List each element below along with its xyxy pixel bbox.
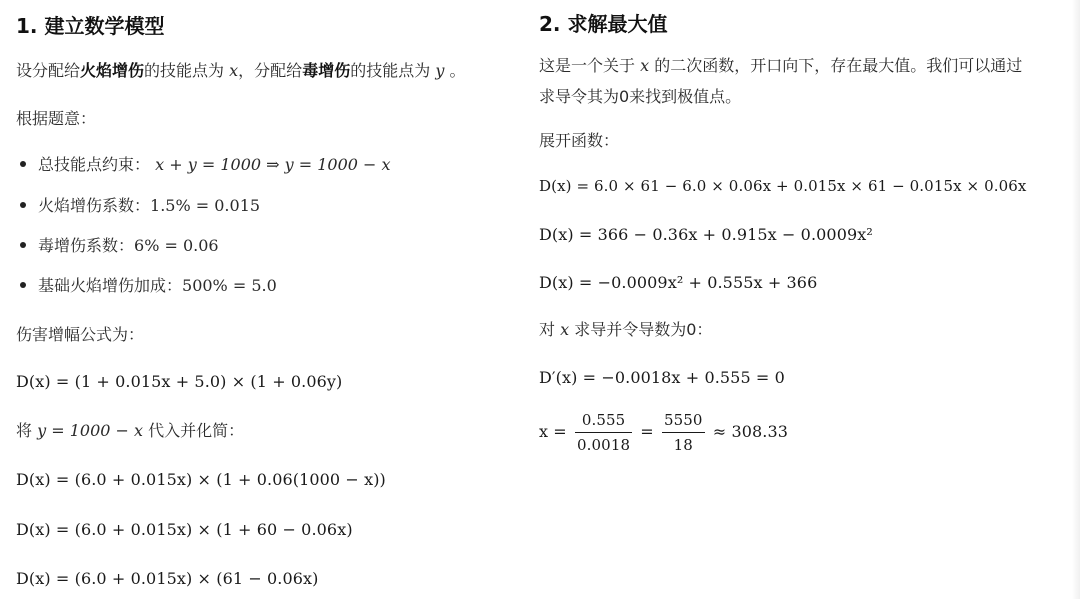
subst-text-2: 代入并化简： (148, 421, 245, 440)
right-column (530, 0, 1080, 599)
bullet-item-poison (20, 236, 219, 256)
deriv-text-2: 求导并令导数为0： (574, 320, 713, 339)
derivative-intro (539, 320, 712, 340)
bullet-item-base (20, 276, 277, 296)
right-intro-text-2: 的二次函数，开口向下，存在最大值。我们可以通过 (654, 56, 1023, 75)
bullet-label: 基础火焰增伤加成： (38, 276, 183, 295)
bullet-math: x + y = 1000 ⇒ y = 1000 − x (155, 155, 391, 174)
section-heading-solve: 2. 求解最大值 (539, 12, 668, 36)
bullet-math: 6% = 0.06 (134, 236, 219, 255)
equation-damage-4: D(x) = (6.0 + 0.015x) × (61 − 0.06x) (16, 569, 319, 588)
bullet-dot (20, 282, 26, 288)
subst-math: y = 1000 − x (37, 421, 144, 440)
section-heading-model: 1. 建立数学模型 (16, 14, 165, 38)
intro-text-5: 。 (449, 61, 466, 80)
right-intro-line-2: 求导令其为0来找到极值点。 (539, 87, 742, 106)
intro-bold-fire: 火焰增伤 (80, 61, 145, 80)
intro-paragraph (16, 61, 465, 81)
solution-rhs: ≈ 308.33 (712, 422, 789, 441)
bullet-item-total (20, 155, 391, 175)
fraction-denominator: 18 (662, 432, 705, 454)
solution-fraction-1 (575, 411, 632, 454)
intro-text-1: 设分配给 (16, 61, 81, 80)
left-column (0, 0, 530, 599)
equation-damage-1: D(x) = (1 + 0.015x + 5.0) × (1 + 0.06y) (16, 372, 343, 391)
equation-expand-1: D(x) = 6.0 × 61 − 6.0 × 0.06x + 0.015x × 61 − 0.015x × 0.06x (539, 177, 1027, 195)
bullet-item-fire (20, 196, 260, 216)
bullet-label: 火焰增伤系数： (38, 196, 151, 215)
intro-text-4: 的技能点为 (350, 61, 431, 80)
bullet-dot (20, 161, 26, 167)
equation-damage-2: D(x) = (6.0 + 0.015x) × (1 + 0.06(1000 − x)) (16, 470, 386, 489)
equation-damage-3: D(x) = (6.0 + 0.015x) × (1 + 60 − 0.06x) (16, 520, 353, 539)
bullet-dot (20, 242, 26, 248)
equation-derivative: D′(x) = −0.0018x + 0.555 = 0 (539, 368, 785, 387)
solution-equals: = (640, 422, 654, 441)
intro-bold-poison: 毒增伤 (302, 61, 351, 80)
equation-solution (539, 411, 788, 454)
formula-intro: 伤害增幅公式为： (16, 325, 145, 344)
subst-text-1: 将 (16, 421, 33, 440)
right-intro-var-x: x (640, 56, 650, 75)
deriv-var-x: x (560, 320, 570, 339)
fraction-numerator: 0.555 (581, 411, 626, 429)
intro-var-y: y (435, 61, 445, 80)
fraction-numerator: 5550 (664, 411, 703, 429)
bullet-dot (20, 202, 26, 208)
substitution-text (16, 421, 244, 441)
scrollbar-edge (1072, 0, 1080, 599)
right-intro-text-1: 这是一个关于 (539, 56, 636, 75)
deriv-text-1: 对 (539, 320, 556, 339)
bullet-label: 毒增伤系数： (38, 236, 135, 255)
expand-text: 展开函数： (539, 131, 620, 150)
equation-expand-2: D(x) = 366 − 0.36x + 0.915x − 0.0009x² (539, 225, 873, 244)
solution-lhs: x = (539, 422, 567, 441)
intro-var-x: x (229, 61, 239, 80)
fraction-denominator: 0.0018 (575, 432, 632, 454)
right-intro-line-1 (539, 56, 1022, 76)
intro-text-3: ，分配给 (238, 61, 303, 80)
equation-expand-3: D(x) = −0.0009x² + 0.555x + 366 (539, 273, 818, 292)
bullet-math: 1.5% = 0.015 (150, 196, 261, 215)
solution-fraction-2 (662, 411, 705, 454)
bullet-math: 500% = 5.0 (182, 276, 277, 295)
intro-text-2: 的技能点为 (144, 61, 225, 80)
according-text: 根据题意： (16, 109, 97, 128)
bullet-label: 总技能点约束： (38, 155, 151, 174)
